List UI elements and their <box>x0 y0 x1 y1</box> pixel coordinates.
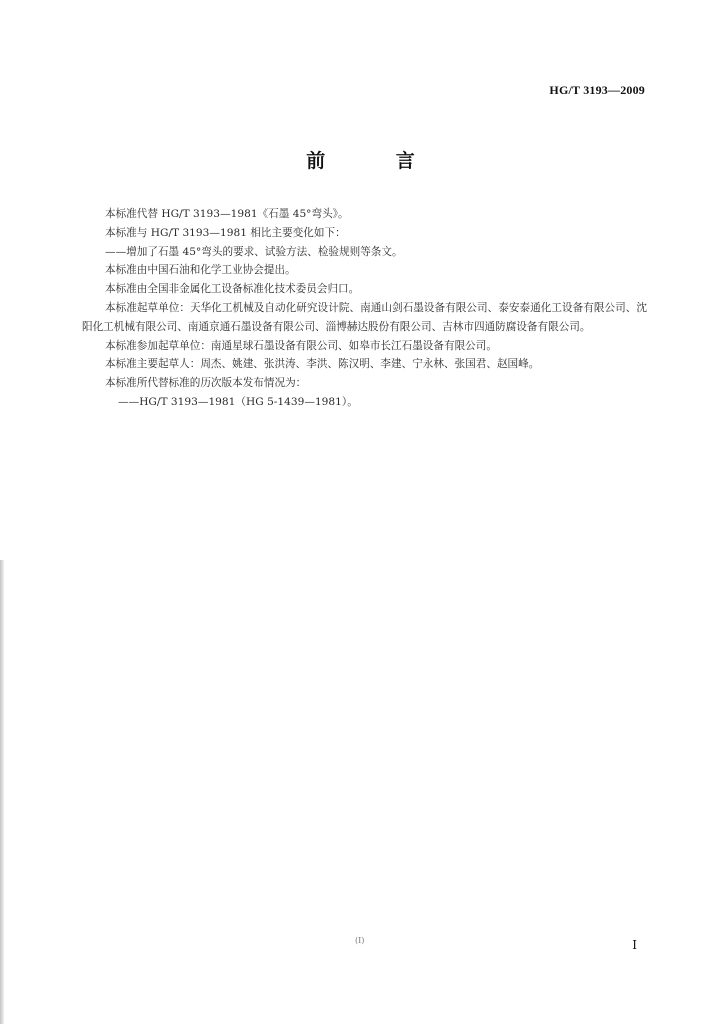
paragraph-drafting-units: 本标准起草单位：天华化工机械及自动化研究设计院、南通山剑石墨设备有限公司、泰安泰通化工设备有限公司、沈阳化工机械有限公司、南通京通石墨设备有限公司、淄博赫达股份有限公司、吉林市四通防腐设备有限公司。 <box>82 301 647 333</box>
footer-mark: (I) <box>355 936 365 945</box>
scan-shadow-edge <box>0 560 4 1024</box>
page-number: I <box>632 938 637 952</box>
standard-code: HG/T 3193—2009 <box>549 83 645 97</box>
paragraph-under-jurisdiction: 本标准由全国非金属化工设备标准化技术委员会归口。 <box>105 283 360 296</box>
paragraph-history-item: ——HG/T 3193—1981（HG 5-1439—1981）。 <box>118 395 358 408</box>
paragraph-history-intro: 本标准所代替标准的历次版本发布情况为： <box>105 377 307 390</box>
paragraph-proposed-by: 本标准由中国石油和化学工业协会提出。 <box>105 264 296 277</box>
foreword-body <box>82 205 647 412</box>
paragraph-participating-units: 本标准参加起草单位：南通星球石墨设备有限公司、如皋市长江石墨设备有限公司。 <box>105 339 497 352</box>
paragraph-change-item: ——增加了石墨 45°弯头的要求、试验方法、检验规则等条文。 <box>105 245 403 258</box>
paragraph-replaces: 本标准代替 HG/T 3193—1981《石墨 45°弯头》。 <box>105 208 349 220</box>
paragraph-changes-intro: 本标准与 HG/T 3193—1981 相比主要变化如下： <box>105 226 346 239</box>
page-title: 前 言 <box>306 150 447 172</box>
paragraph-main-drafters: 本标准主要起草人：周杰、姚建、张洪涛、李洪、陈汉明、李建、宁永林、张国君、赵国峰。 <box>105 358 540 371</box>
